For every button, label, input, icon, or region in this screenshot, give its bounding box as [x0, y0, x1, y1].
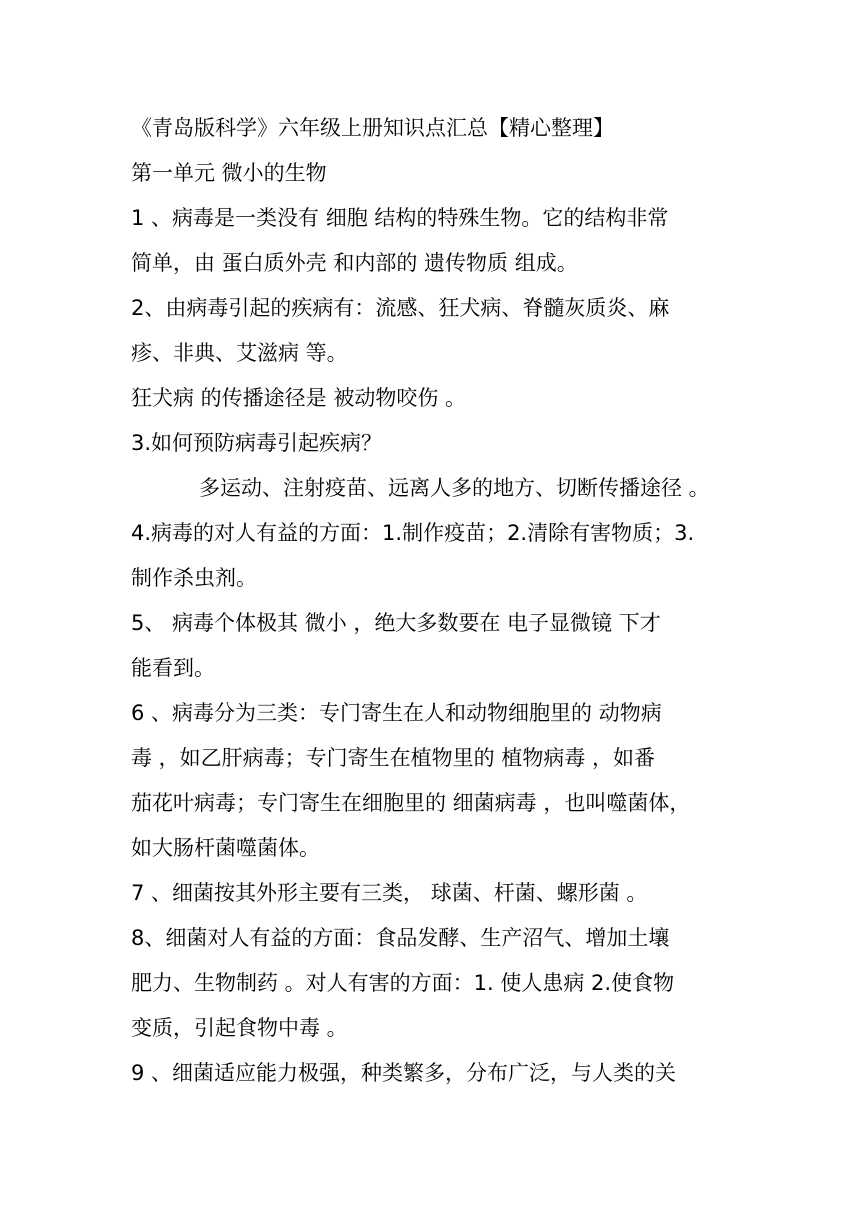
text-line: 制作杀虫剂。 — [131, 566, 257, 590]
unit-heading: 第一单元 微小的生物 — [131, 161, 327, 185]
text-line: 3.如何预防病毒引起疾病？ — [131, 431, 383, 455]
text-line: 狂犬病 的传播途径是 被动物咬伤 。 — [131, 386, 467, 410]
text-line: 4.病毒的对人有益的方面：1.制作疫苗；2.清除有害物质；3. — [131, 521, 695, 545]
text-line: 多运动、注射疫苗、远离人多的地方、切断传播途径 。 — [199, 476, 710, 500]
text-line: 1 、病毒是一类没有 细胞 结构的特殊生物。它的结构非常 — [131, 206, 669, 230]
text-line: 7 、细菌按其外形主要有三类， 球菌、杆菌、螺形菌 。 — [131, 881, 648, 905]
text-line: 毒 ，如乙肝病毒；专门寄生在植物里的 植物病毒 ，如番 — [131, 746, 656, 770]
text-line: 变质，引起食物中毒 。 — [131, 1016, 348, 1040]
text-line: 9 、细菌适应能力极强，种类繁多，分布广泛，与人类的关 — [131, 1061, 677, 1085]
text-line: 8、细菌对人有益的方面：食品发酵、生产沼气、增加土壤 — [131, 926, 670, 950]
text-line: 5、 病毒个体极其 微小 ，绝大多数要在 电子显微镜 下才 — [131, 611, 661, 635]
text-line: 如大肠杆菌噬菌体。 — [131, 836, 320, 860]
text-line: 6 、病毒分为三类：专门寄生在人和动物细胞里的 动物病 — [131, 701, 662, 725]
text-line: 简单，由 蛋白质外壳 和内部的 遗传物质 组成。 — [131, 251, 578, 275]
document-title: 《青岛版科学》六年级上册知识点汇总【精心整理】 — [131, 116, 614, 140]
document-body — [131, 106, 731, 1096]
text-line: 疹、非典、艾滋病 等。 — [131, 341, 348, 365]
text-line: 肥力、生物制药 。对人有害的方面：1. 使人患病 2.使食物 — [131, 971, 675, 995]
text-line: 2、由病毒引起的疾病有：流感、狂犬病、脊髓灰质炎、麻 — [131, 296, 670, 320]
text-line: 茄花叶病毒；专门寄生在细胞里的 细菌病毒 ，也叫噬菌体， — [131, 791, 691, 815]
text-line: 能看到。 — [131, 656, 215, 680]
